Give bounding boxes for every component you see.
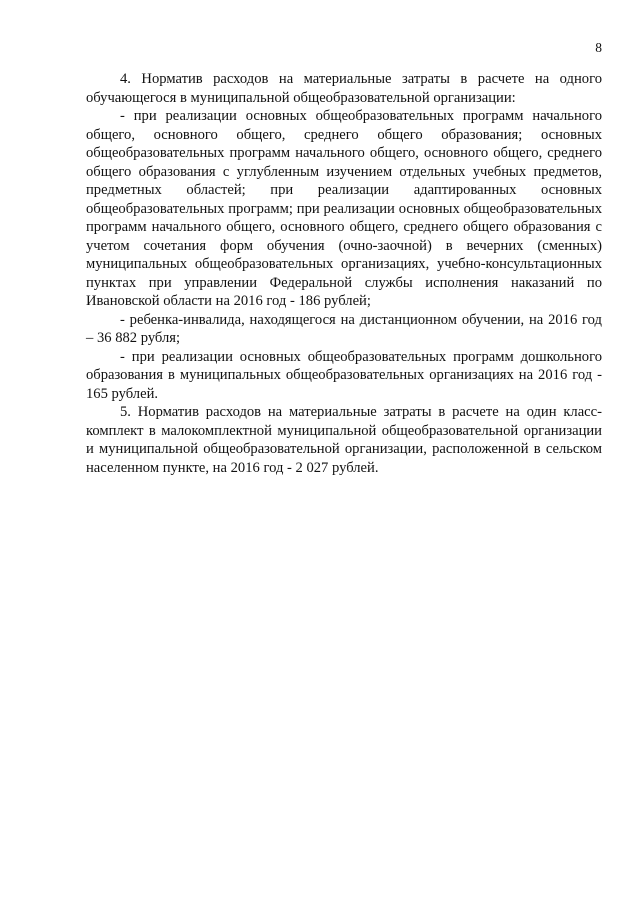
paragraph-norm-per-class: 5. Норматив расходов на материальные затраты в расчете на один класс-комплект в малокомплектной муниципальной общеобразовательной организации и муниципальной общеобразовательной организации, расположенной в сельском населенном пункте, на 2016 год - 2 027 рублей. [86, 404, 602, 476]
document-body [86, 70, 602, 477]
page-number: 8 [595, 40, 602, 55]
paragraph-preschool-programs: - при реализации основных общеобразовательных программ дошкольного образования в муниципальных общеобразовательных организациях на 2016 год - 165 рублей. [86, 348, 602, 402]
paragraph-disabled-child-remote: - ребенка-инвалида, находящегося на дистанционном обучении, на 2016 год – 36 882 рубля; [86, 311, 602, 346]
paragraph-norm-per-student: 4. Норматив расходов на материальные затраты в расчете на одного обучающегося в муниципальной общеобразовательной организации: [86, 71, 602, 106]
paragraph-general-programs: - при реализации основных общеобразовательных программ начального общего, основного общего, среднего общего образования; основных общеобразовательных программ начального общего, основного общего, среднего общего образования с углубленным изучением отдельных учебных предметов, предметных областей; при реализации адаптированных основных общеобразовательных программ; при реализации основных общеобразовательных программ начального общего, основного общего, среднего общего образования с учетом сочетания форм обучения (очно-заочной) в вечерних (сменных) муниципальных общеобразовательных организациях, учебно-консультационных пунктах при управлении Федеральной службы исполнения наказаний по Ивановской области на 2016 год - 186 рублей; [86, 108, 602, 309]
